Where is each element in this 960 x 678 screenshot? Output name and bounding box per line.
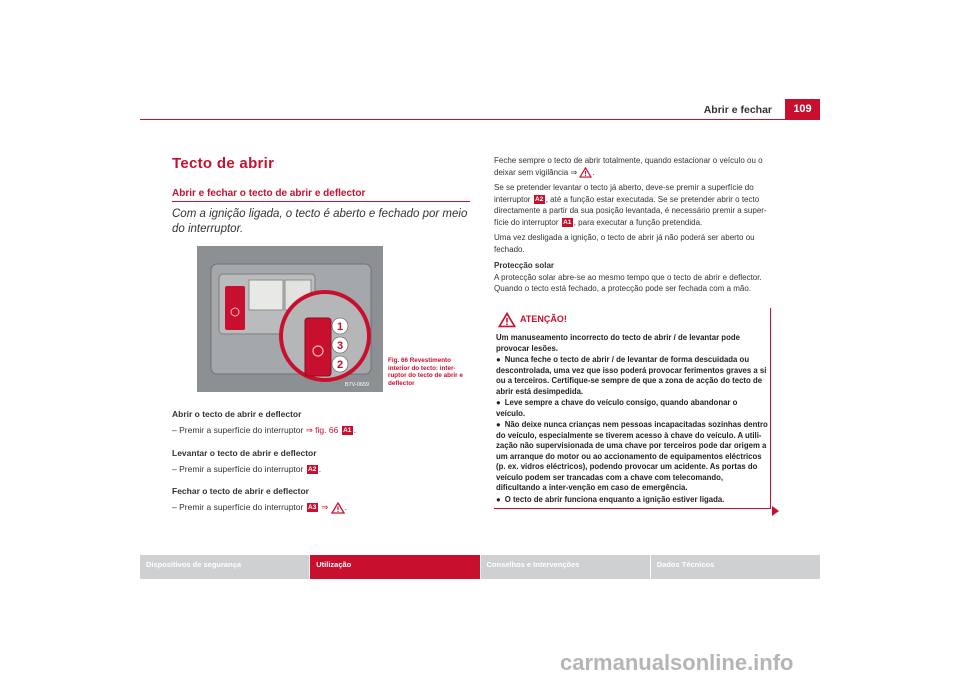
callout-3: 3 — [336, 340, 344, 352]
right-p2-line-b — [494, 194, 774, 206]
tab-utilizacao[interactable]: Utilização — [310, 555, 479, 579]
right-paragraph-1 — [494, 155, 774, 178]
warning-text — [496, 333, 768, 506]
tab-conselhos-e-intervencoes[interactable]: Conselhos e Intervenções — [481, 555, 650, 579]
right-p1-line-a: Feche sempre o tecto de abrir totalmente, quando estacionar o veículo ou o — [494, 156, 763, 165]
warning-reference-arrow[interactable]: ⇒ — [321, 502, 329, 512]
subsection-rule — [172, 201, 470, 202]
warning-bullet-text: Não deixe nunca crianças nem pessoas incapacitadas sozinhas dentro do veículo, especialmente se tiverem acesso à chave do veículo. A utili-zação não supervisionada de uma chave por terceiros pode dar origem a um arranque do motor ou ao accionamento de equipamentos eléctricos (p. ex. vidros eléctricos), podendo provocar um acidente. As portas do veículo podem ser trancadas com a chave com telecomando, dificultando a inter-venção em caso de emergência. — [496, 420, 768, 492]
footer-tabs — [140, 555, 820, 579]
step-1-text: – Premir a superfície do interruptor — [172, 425, 306, 435]
figure-66-roof-switch — [197, 246, 383, 392]
tab-dados-tecnicos[interactable]: Dados Técnicos — [651, 555, 820, 579]
step-3-heading: Fechar o tecto de abrir e deflector — [172, 486, 309, 496]
step-2-text: – Premir a superfície do interruptor — [172, 464, 306, 474]
bullet-icon: ● — [496, 355, 501, 364]
right-p2-line-c: directamente a partir da sua posição levantada, é necessário premir a super- — [494, 206, 767, 215]
switch-key-a2: A2 — [535, 195, 544, 203]
header-rule — [140, 119, 820, 120]
figure-code: B7V-0659 — [344, 382, 370, 388]
warning-bullet — [496, 420, 768, 494]
tab-dispositivos-de-seguranca[interactable]: Dispositivos de segurança — [140, 555, 309, 579]
step-3-text: – Premir a superfície do interruptor — [172, 502, 306, 512]
warning-triangle-icon — [331, 502, 345, 514]
next-page-arrow-icon[interactable] — [772, 506, 779, 516]
section-title: Tecto de abrir — [172, 155, 275, 172]
warning-bullet — [496, 495, 768, 506]
warning-bullet — [496, 355, 768, 397]
step-2-instruction — [172, 463, 470, 475]
step-1-heading: Abrir o tecto de abrir e deflector — [172, 409, 302, 419]
page-number: 109 — [785, 99, 820, 119]
right-p4-line-a: A protecção solar abre-se ao mesmo tempo que o tecto de abrir e deflector. — [494, 272, 762, 282]
switch-key-a2: A2 — [308, 466, 317, 474]
warning-triangle-icon — [579, 167, 592, 178]
watermark: carmanualsonline.info — [560, 650, 794, 675]
right-paragraph-4 — [494, 260, 774, 295]
right-p2d-pre: fície do interruptor — [494, 217, 559, 227]
switch-key-a1: A1 — [563, 218, 572, 226]
step-2-heading: Levantar o tecto de abrir e deflector — [172, 448, 317, 458]
right-paragraph-2 — [494, 182, 774, 228]
switch-key-a1: A1 — [343, 427, 352, 435]
sun-protection-heading: Protecção solar — [494, 261, 555, 270]
right-p2-pre: interruptor — [494, 194, 531, 204]
step-2-end: . — [318, 464, 322, 474]
right-paragraph-3 — [494, 232, 774, 255]
right-p2-line-a: Se se pretender levantar o tecto já aberto, deve-se premir a superfície do — [494, 183, 754, 192]
warning-bullet-text: Nunca feche o tecto de abrir / de levantar de forma descuidada ou descontrolada, uma vez que isso poderá provocar ferimentos graves a si ou a terceiros. Certifique-se sempre de que a zona de acção do tecto de abrir está desimpedida. — [496, 355, 767, 396]
right-p1-line-b: deixar sem vigilância ⇒ . — [494, 167, 595, 177]
callout-2: 2 — [336, 359, 344, 371]
right-p4-line-b: Quando o tecto está fechado, a protecção pode ser fechada com a mão. — [494, 284, 752, 293]
warning-bullet-text: O tecto de abrir funciona enquanto a ignição estiver ligada. — [504, 494, 725, 504]
warning-intro: Um manuseamento incorrecto do tecto de abrir / de levantar pode provocar lesões. — [496, 333, 740, 353]
right-p2-post: , até a função estar executada. Se se pretender abrir o tecto — [545, 194, 760, 204]
figure-caption: Fig. 66 Revestimento interior do tecto: inter-ruptor do tecto de abrir e deflector — [388, 357, 463, 387]
figure-66-reference[interactable]: ⇒ fig. 66 — [305, 425, 339, 435]
right-p3-line-a: Uma vez desligada a ignição, o tecto de abrir já não poderá ser aberto ou — [494, 233, 755, 242]
bullet-icon: ● — [496, 420, 501, 429]
step-1-end: . — [353, 425, 357, 435]
right-p1-text[interactable]: deixar sem vigilância ⇒ — [494, 167, 578, 177]
warning-bullet-text: Leve sempre a chave do veículo consigo, quando abandonar o veículo. — [496, 398, 738, 418]
warning-triangle-icon — [498, 312, 516, 328]
running-header-title: Abrir e fechar — [703, 104, 772, 116]
subsection-title: Abrir e fechar o tecto de abrir e deflector — [172, 188, 366, 199]
intro-text: Com a ignição ligada, o tecto é aberto e fechado por meio do interruptor. — [172, 208, 468, 235]
right-p2d-post: , para executar a função pretendida. — [573, 217, 703, 227]
switch-key-a3: A3 — [308, 504, 317, 512]
right-p2-line-d — [494, 217, 774, 229]
warning-title: ATENÇÃO! — [520, 314, 567, 324]
warning-bullet — [496, 398, 768, 419]
bullet-icon: ● — [496, 398, 501, 407]
roof-console-illustration — [197, 246, 383, 392]
callout-1: 1 — [336, 321, 344, 333]
warning-header — [498, 312, 516, 332]
step-3-end: . — [344, 502, 347, 512]
bullet-icon: ● — [496, 494, 501, 504]
right-p3-line-b: fechado. — [494, 244, 525, 254]
step-1-instruction — [172, 424, 470, 436]
step-3-instruction — [172, 501, 470, 514]
